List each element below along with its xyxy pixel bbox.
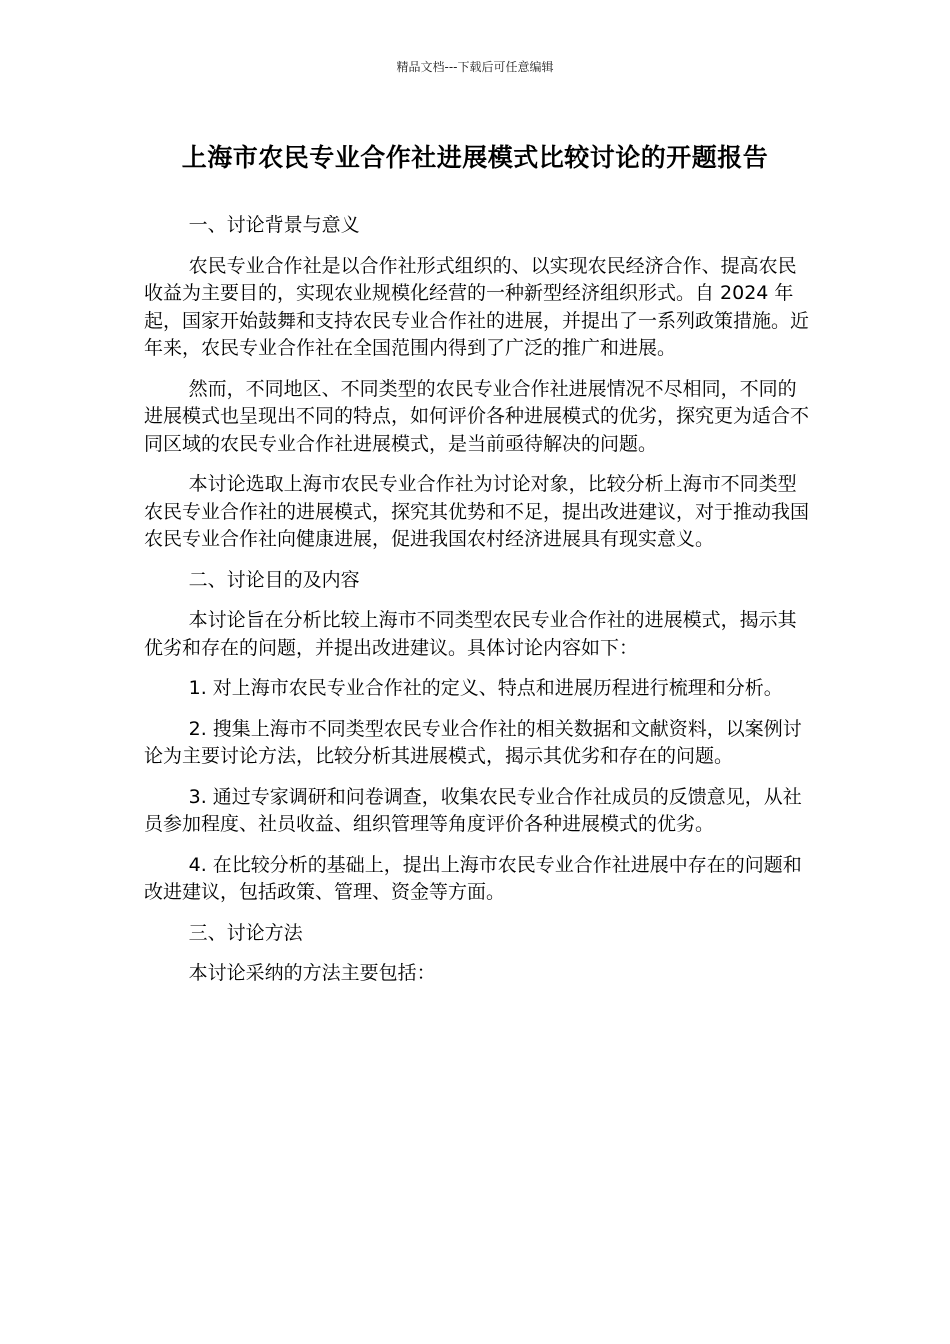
paragraph: 本讨论选取上海市农民专业合作社为讨论对象，比较分析上海市不同类型农民专业合作社的进展模式，探究其优势和不足，提出改进建议，对于推动我国农民专业合作社向健康进展，促进我国农村经济进展具有现实意义。 <box>144 473 810 550</box>
section-heading-objectives: 二、讨论目的及内容 <box>188 568 360 591</box>
list-item: 4. 在比较分析的基础上，提出上海市农民专业合作社进展中存在的问题和改进建议，包括政策、管理、资金等方面。 <box>144 853 802 903</box>
paragraph: 本讨论旨在分析比较上海市不同类型农民专业合作社的进展模式，揭示其优劣和存在的问题，并提出改进建议。具体讨论内容如下： <box>144 609 797 659</box>
list-item: 2. 搜集上海市不同类型农民专业合作社的相关数据和文献资料，以案例讨论为主要讨论方法，比较分析其进展模式，揭示其优劣和存在的问题。 <box>144 717 802 767</box>
header-note: 精品文档---下载后可任意编辑 <box>396 60 554 74</box>
section-heading-background: 一、讨论背景与意义 <box>188 214 360 236</box>
paragraph: 然而，不同地区、不同类型的农民专业合作社进展情况不尽相同，不同的进展模式也呈现出不同的特点，如何评价各种进展模式的优劣，探究更为适合不同区域的农民专业合作社进展模式，是当前亟待解决的问题。 <box>144 377 810 455</box>
list-item: 1. 对上海市农民专业合作社的定义、特点和进展历程进行梳理和分析。 <box>188 677 783 699</box>
paragraph: 农民专业合作社是以合作社形式组织的、以实现农民经济合作、提高农民收益为主要目的，实现农业规模化经营的一种新型经济组织形式。自 2024 年起，国家开始鼓舞和支持农民专业合作社的进展，并提出了一系列政策措施。近年来，农民专业合作社在全国范围内得到了广泛的推广和进展。 <box>144 254 810 359</box>
section-heading-methods: 三、讨论方法 <box>188 921 303 944</box>
document-body <box>144 212 810 1001</box>
list-item: 3. 通过专家调研和问卷调查，收集农民专业合作社成员的反馈意见，从社员参加程度、社员收益、组织管理等角度评价各种进展模式的优劣。 <box>144 785 802 835</box>
paragraph: 本讨论采纳的方法主要包括： <box>188 962 436 984</box>
document-title: 上海市农民专业合作社进展模式比较讨论的开题报告 <box>181 143 769 172</box>
